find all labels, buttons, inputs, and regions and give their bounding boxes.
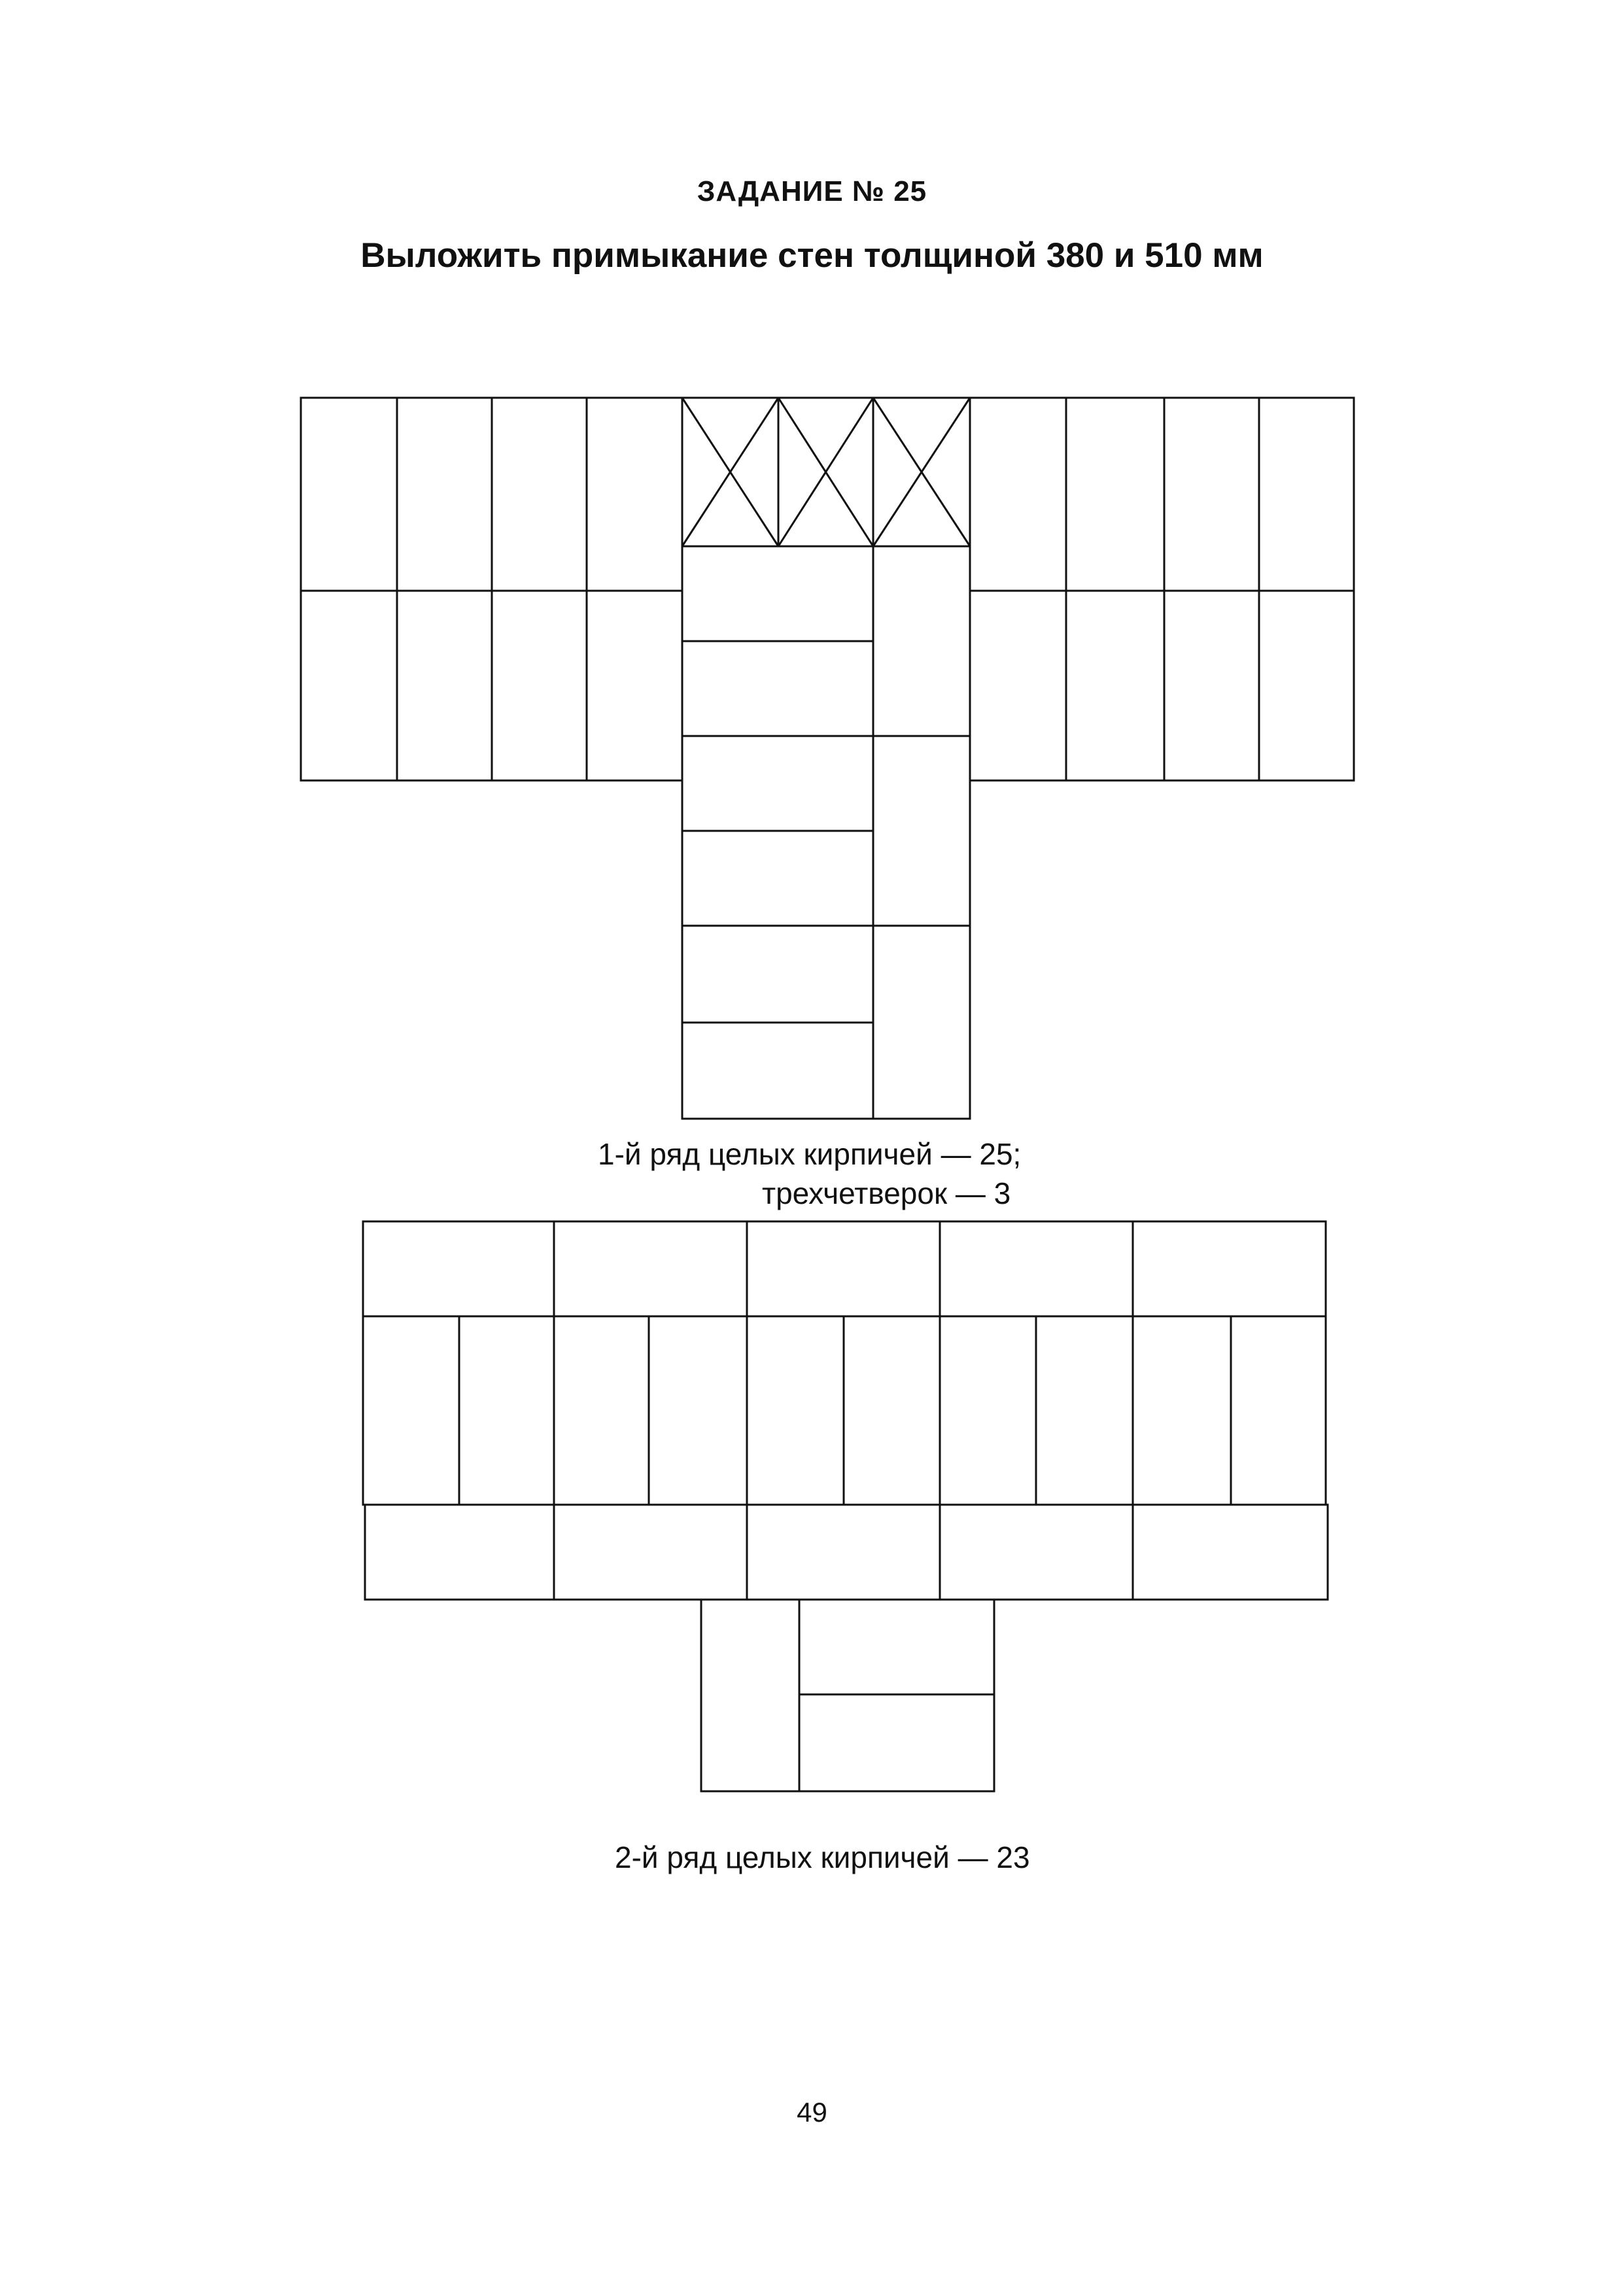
- row1-brick: [873, 546, 970, 736]
- row2-brick: [747, 1505, 940, 1600]
- row2-brick: [940, 1505, 1133, 1600]
- row2-brick: [365, 1505, 554, 1600]
- row1-brick: [587, 591, 682, 780]
- row2-brick: [701, 1600, 799, 1791]
- row1-brick: [1259, 398, 1354, 591]
- row1-brick: [1066, 591, 1164, 780]
- row2-brick: [799, 1600, 994, 1694]
- row2-brick: [940, 1221, 1133, 1316]
- row2-brick: [747, 1221, 940, 1316]
- row1-brick: [873, 736, 970, 926]
- row2-brick: [940, 1316, 1036, 1505]
- row2-brick: [554, 1316, 649, 1505]
- row2-brick: [554, 1221, 747, 1316]
- row1-brick: [301, 591, 397, 780]
- row2-brick: [459, 1316, 554, 1505]
- row1-three-quarter-brick: [682, 398, 778, 546]
- page-number: 49: [797, 2097, 827, 2128]
- row1-brick: [492, 398, 587, 591]
- row1-brick: [1066, 398, 1164, 591]
- row1-brick: [682, 926, 873, 1023]
- row1-brick: [682, 1023, 873, 1119]
- row1-three-quarter-brick: [873, 398, 970, 546]
- row1-brick: [682, 641, 873, 736]
- row2-brick: [747, 1316, 844, 1505]
- row1-brick: [492, 591, 587, 780]
- row2-brick: [363, 1316, 459, 1505]
- row2-brick: [554, 1505, 747, 1600]
- row2-brick: [844, 1316, 940, 1505]
- row1-brick: [1259, 591, 1354, 780]
- row2-brick: [363, 1221, 554, 1316]
- row1-brick: [970, 591, 1066, 780]
- row1-brick: [397, 398, 492, 591]
- row1-plan: [301, 398, 1354, 1119]
- row2-brick: [1133, 1505, 1328, 1600]
- row1-brick: [1164, 398, 1259, 591]
- task-number: ЗАДАНИЕ № 25: [697, 175, 927, 207]
- row1-brick: [682, 831, 873, 926]
- row1-caption-bricks: 1-й ряд целых кирпичей — 25;: [598, 1137, 1022, 1171]
- row2-brick: [1231, 1316, 1326, 1505]
- row2-caption-bricks: 2-й ряд целых кирпичей — 23: [615, 1840, 1030, 1874]
- row2-brick: [1133, 1221, 1326, 1316]
- row1-three-quarter-brick: [778, 398, 873, 546]
- row2-brick: [649, 1316, 747, 1505]
- row1-brick: [587, 398, 682, 591]
- row2-brick: [1036, 1316, 1133, 1505]
- row2-brick: [1133, 1316, 1231, 1505]
- row1-brick: [873, 926, 970, 1119]
- row2-brick: [799, 1694, 994, 1791]
- row1-brick: [397, 591, 492, 780]
- row2-plan: [363, 1221, 1328, 1791]
- row1-caption-three-quarters: трехчетверок — 3: [762, 1176, 1011, 1210]
- row1-brick: [970, 398, 1066, 591]
- row1-brick: [682, 736, 873, 831]
- task-title: Выложить примыкание стен толщиной 380 и 510 мм: [360, 236, 1264, 275]
- row1-brick: [301, 398, 397, 591]
- row1-brick: [682, 546, 873, 641]
- row1-brick: [1164, 591, 1259, 780]
